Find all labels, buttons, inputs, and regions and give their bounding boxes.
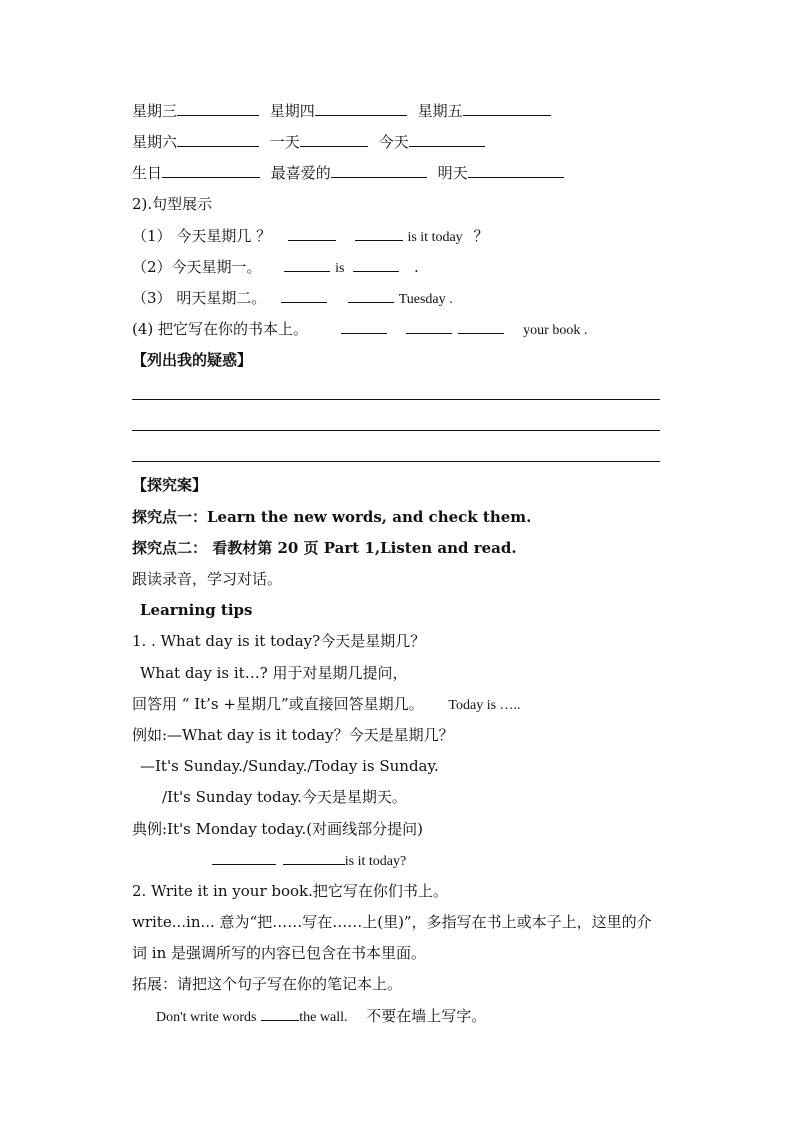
answer-blank[interactable] (468, 162, 564, 178)
pattern-number: （1） (132, 227, 172, 245)
pattern-chinese: 明天星期二。 (176, 289, 267, 307)
answer-blank[interactable] (341, 318, 387, 334)
answer-blank[interactable] (355, 225, 403, 241)
pattern-2 (132, 255, 672, 279)
answer-blank[interactable] (177, 131, 259, 147)
vocab-word: 明天 (437, 164, 468, 182)
writing-line[interactable] (132, 430, 660, 431)
answer-blank[interactable] (331, 162, 427, 178)
explore-point-1: 探究点一：Learn the new words, and check them. (132, 508, 532, 526)
pattern-chinese: 把它写在你的书本上。 (158, 320, 309, 338)
doubts-heading: 【列出我的疑惑】 (132, 351, 253, 369)
vocab-word: 最喜爱的 (270, 164, 331, 182)
answer-example: Today is ….. (448, 698, 521, 713)
tip-1-usage: What day is it…? 用于对星期几提问， (140, 664, 408, 682)
pattern-question-mark: ？ (473, 227, 489, 245)
pattern-period: . (414, 258, 419, 276)
learning-tips-heading: Learning tips (140, 601, 253, 619)
pattern-english: your book . (523, 323, 588, 338)
vocab-word: 生日 (132, 164, 163, 182)
vocab-word: 一天 (269, 133, 300, 151)
vocab-word: 星期四 (269, 102, 315, 120)
answer-blank[interactable] (162, 162, 260, 178)
vocab-word: 今天 (378, 133, 409, 151)
exercise-end: the wall. (299, 1010, 348, 1025)
answer-blank[interactable] (177, 100, 259, 116)
follow-reading: 跟读录音，学习对话。 (132, 570, 283, 588)
tip-1-typical: 典例:It's Monday today.(对画线部分提问) (132, 820, 423, 838)
answer-blank[interactable] (353, 256, 399, 272)
tip-1-answer (132, 692, 672, 716)
tip-1-example: 例如:—What day is it today？今天是星期几？ (132, 726, 454, 744)
answer-blank[interactable] (315, 100, 407, 116)
exercise-start: Don't write words (156, 1010, 257, 1025)
answer-blank[interactable] (458, 318, 504, 334)
answer-blank[interactable] (261, 1005, 299, 1021)
writing-line[interactable] (132, 399, 660, 400)
vocab-row-2 (132, 130, 672, 154)
pattern-number: （2） (132, 258, 172, 276)
exercise-translation: 不要在墙上写字。 (366, 1007, 487, 1025)
vocab-row-3 (132, 161, 672, 185)
answer-rule: 回答用 “ It’s +星期几”或直接回答星期几。 (132, 695, 424, 713)
tip-2-exercise (156, 1004, 696, 1028)
vocab-word: 星期六 (132, 133, 178, 151)
pattern-chinese: 今天星期几 ？ (176, 227, 272, 245)
pattern-english: is it today (407, 230, 463, 245)
answer-blank[interactable] (283, 849, 345, 865)
pattern-english: is (335, 261, 345, 276)
tip-2-title: 2. Write it in your book.把它写在你们书上。 (132, 882, 448, 900)
answer-blank[interactable] (409, 131, 485, 147)
tip-2-extend: 拓展：请把这个句子写在你的笔记本上。 (132, 975, 403, 993)
answer-blank[interactable] (281, 287, 327, 303)
explore-heading: 【探究案】 (132, 476, 208, 494)
answer-blank[interactable] (288, 225, 336, 241)
tip-1-reply-2: /It's Sunday today.今天是星期天。 (162, 788, 407, 806)
tip-1-title: 1. . What day is it today?今天是星期几？ (132, 632, 426, 650)
vocab-word: 星期三 (132, 102, 178, 120)
question-text: is it today? (344, 854, 407, 869)
answer-blank[interactable] (300, 131, 368, 147)
pattern-chinese: 今天星期一。 (171, 258, 262, 276)
pattern-number: （3） (132, 289, 172, 307)
pattern-3 (132, 286, 672, 310)
tip-2-explain-1: write...in... 意为“把……写在……上(里)”，多指写在书上或本子上，这里的介 (132, 913, 652, 931)
writing-line[interactable] (132, 461, 660, 462)
answer-blank[interactable] (212, 849, 276, 865)
patterns-heading: 2).句型展示 (132, 195, 213, 213)
answer-blank[interactable] (284, 256, 330, 272)
answer-blank[interactable] (406, 318, 452, 334)
tip-1-typical-question (212, 848, 752, 872)
explore-point-2: 探究点二： 看教材第 20 页 Part 1,Listen and read. (132, 539, 517, 557)
pattern-4 (132, 317, 672, 341)
pattern-1 (132, 224, 672, 248)
vocab-word: 星期五 (417, 102, 463, 120)
tip-2-explain-2: 词 in 是强调所写的内容已包含在书本里面。 (132, 944, 426, 962)
answer-blank[interactable] (463, 100, 551, 116)
vocab-row-1 (132, 99, 672, 123)
pattern-english: Tuesday . (398, 292, 453, 307)
tip-1-reply-1: —It's Sunday./Sunday./Today is Sunday. (140, 757, 439, 775)
answer-blank[interactable] (348, 287, 394, 303)
pattern-number: (4) (132, 320, 154, 338)
